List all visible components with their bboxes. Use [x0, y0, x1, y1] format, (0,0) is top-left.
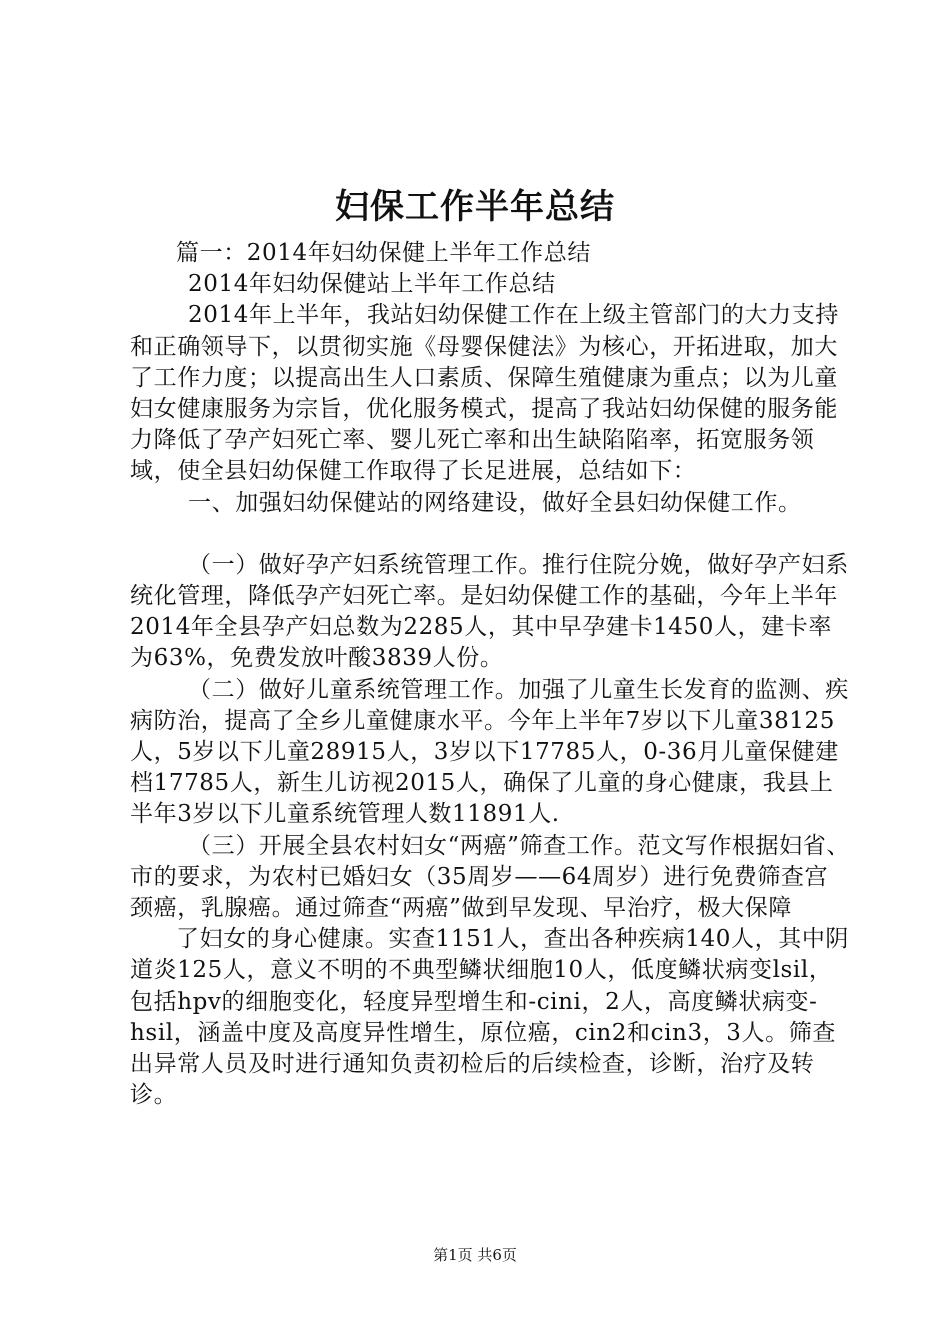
- document-title: 妇保工作半年总结: [335, 187, 615, 227]
- maternal-management-paragraph: （一）做好孕产妇系统管理工作。推行住院分娩，做好孕产妇系统化管理，降低孕产妇死亡率。是妇幼保健工作的基础，今年上半年2014年全县孕产妇总数为2285人，其中早孕建卡1450人，建卡率为63%，免费发放叶酸3839人份。: [130, 551, 849, 672]
- subtitle-paragraph: 2014年妇幼保健站上半年工作总结: [188, 271, 556, 298]
- section-heading: 篇一：2014年妇幼保健上半年工作总结: [176, 240, 591, 266]
- section-one-heading: 一、加强妇幼保健站的网络建设，做好全县妇幼保健工作。: [188, 489, 802, 516]
- intro-paragraph: 2014年上半年，我站妇幼保健工作在上级主管部门的大力支持和正确领导下，以贯彻实施《母婴保健法》为核心，开拓进取，加大了工作力度；以提高出生人口素质、保障生殖健康为重点；以为儿童妇女健康服务为宗旨，优化服务模式，提高了我站妇幼保健的服务能力降低了孕产妇死亡率、婴儿死亡率和出生缺陷陷率，拓宽服务领域，使全县妇幼保健工作取得了长足进展，总结如下：: [130, 302, 839, 485]
- document-body: [130, 238, 850, 1111]
- screening-results-paragraph: 了妇女的身心健康。实查1151人，查出各种疾病140人，其中阴道炎125人，意义不明的不典型鳞状细胞10人，低度鳞状病变lsil，包括hpv的细胞变化，轻度异型增生和-cini，2人，高度鳞状病变-hsil，涵盖中度及高度异性增生，原位癌，cin2和cin3，3人。筛查出异常人员及时进行通知负责初检后的后续检查，诊断，治疗及转诊。: [130, 926, 850, 1109]
- paragraph-gap: [130, 519, 850, 550]
- child-management-paragraph: （二）做好儿童系统管理工作。加强了儿童生长发育的监测、疾病防治，提高了全乡儿童健康水平。今年上半年7岁以下儿童38125人，5岁以下儿童28915人，3岁以下17785人，0-36月儿童保健建档17785人，新生儿访视2015人，确保了儿童的身心健康，我县上半年3岁以下儿童系统管理人数11891人.: [130, 676, 849, 828]
- page-footer: 第1页 共6页: [433, 1246, 517, 1264]
- cancer-screening-paragraph: （三）开展全县农村妇女“两癌”筛查工作。范文写作根据妇省、市的要求，为农村已婚妇女（35周岁——64周岁）进行免费筛查宫颈癌，乳腺癌。通过筛查“两癌”做到早发现、早治疗，极大保障: [130, 832, 850, 922]
